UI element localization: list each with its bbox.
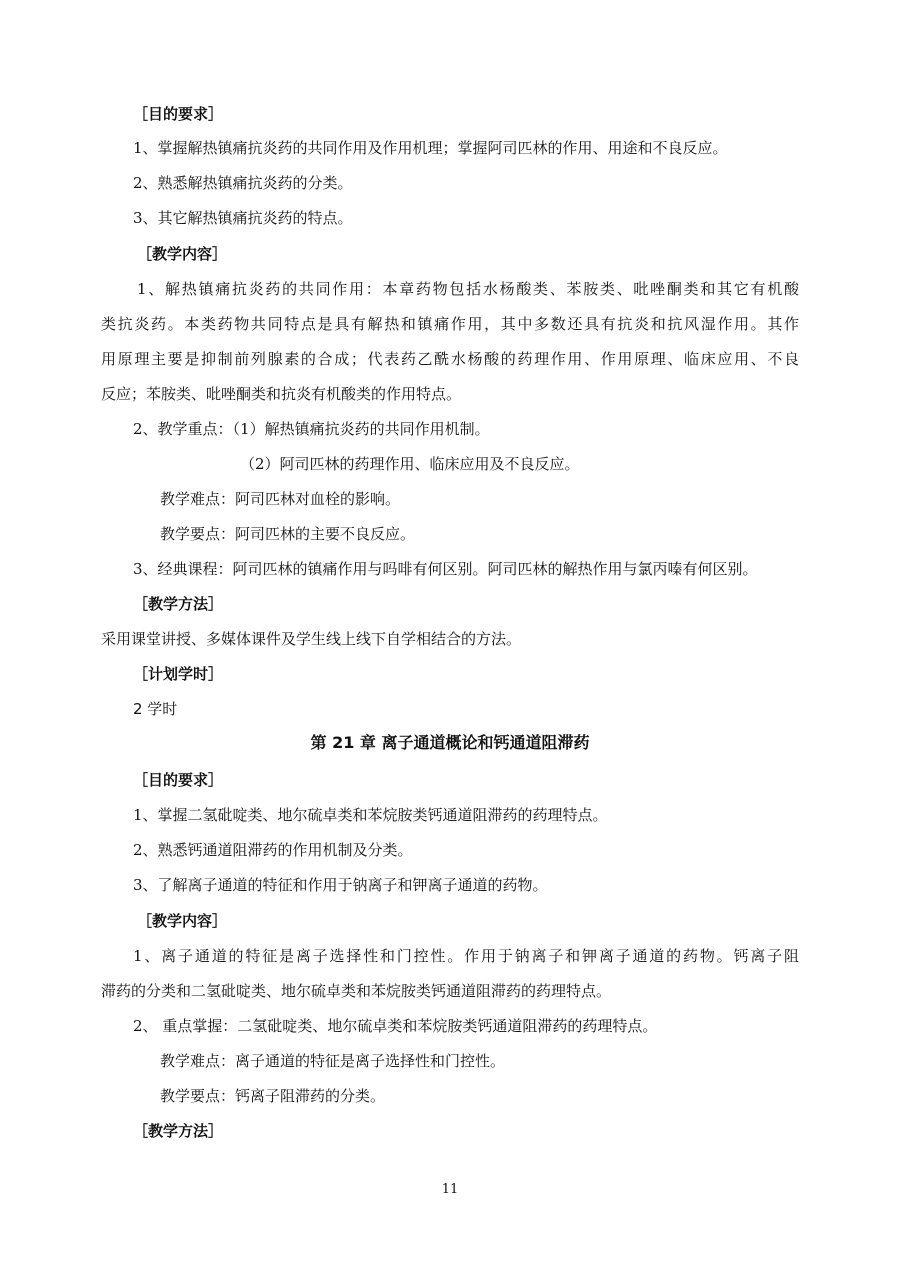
ch21-content-heading: ［教学内容］ — [137, 912, 228, 930]
objective-item-1: 1、掌握解热镇痛抗炎药的共同作用及作用机理；掌握阿司匹林的作用、用途和不良反应。 — [133, 139, 728, 157]
key-point-2: （2）阿司匹林的药理作用、临床应用及不良反应。 — [240, 455, 580, 473]
objective-item-3: 3、其它解热镇痛抗炎药的特点。 — [133, 209, 353, 227]
content-paragraph-line-1: 1、解热镇痛抗炎药的共同作用：本章药物包括水杨酸类、苯胺类、吡唑酮类和其它有机酸 — [137, 280, 799, 298]
method-text: 采用课堂讲授、多媒体课件及学生线上线下自学相结合的方法。 — [101, 630, 522, 648]
ch21-objective-item-2: 2、熟悉钙通道阻滞药的作用机制及分类。 — [133, 841, 413, 859]
content-paragraph-line-2: 类抗炎药。本类药物共同特点是具有解热和镇痛作用，其中多数还具有抗炎和抗风湿作用。其作 — [101, 315, 799, 333]
classic-course: 3、经典课程：阿司匹林的镇痛作用与吗啡有何区别。阿司匹林的解热作用与氯丙嗪有何区别。 — [133, 560, 758, 578]
chapter-title: 第 21 章 离子通道概论和钙通道阻滞药 — [310, 733, 590, 752]
ch21-teaching-difficulty: 教学难点：离子通道的特征是离子选择性和门控性。 — [160, 1052, 506, 1070]
ch21-content-line-2: 滞药的分类和二氢砒啶类、地尔硫卓类和苯烷胺类钙通道阻滞药的药理特点。 — [101, 982, 612, 1000]
content-heading: ［教学内容］ — [137, 245, 228, 263]
ch21-method-heading: ［教学方法］ — [133, 1122, 224, 1140]
ch21-teaching-essentials: 教学要点：钙离子阻滞药的分类。 — [160, 1087, 386, 1105]
ch21-content-line-1: 1、离子通道的特征是离子选择性和门控性。作用于钠离子和钾离子通道的药物。钙离子阻 — [133, 947, 799, 965]
hours-heading: ［计划学时］ — [133, 665, 224, 683]
content-paragraph-line-3: 用原理主要是抑制前列腺素的合成；代表药乙酰水杨酸的药理作用、作用原理、临床应用、不良 — [101, 350, 799, 368]
content-paragraph-line-4: 反应；苯胺类、吡唑酮类和抗炎有机酸类的作用特点。 — [101, 385, 462, 403]
hours-text: 2 学时 — [133, 700, 178, 718]
ch21-objective-item-1: 1、掌握二氢砒啶类、地尔硫卓类和苯烷胺类钙通道阻滞药的药理特点。 — [133, 806, 608, 824]
objectives-heading: ［目的要求］ — [133, 105, 224, 123]
objective-item-2: 2、熟悉解热镇痛抗炎药的分类。 — [133, 174, 353, 192]
ch21-objective-item-3: 3、了解离子通道的特征和作用于钠离子和钾离子通道的药物。 — [133, 876, 548, 894]
method-heading: ［教学方法］ — [133, 595, 224, 613]
ch21-key-point: 2、 重点掌握：二氢砒啶类、地尔硫卓类和苯烷胺类钙通道阻滞药的药理特点。 — [133, 1017, 658, 1035]
key-point-1: 2、教学重点：（1）解热镇痛抗炎药的共同作用机制。 — [133, 420, 490, 438]
page-number: 11 — [441, 1182, 459, 1197]
teaching-essentials: 教学要点：阿司匹林的主要不良反应。 — [160, 525, 416, 543]
teaching-difficulty: 教学难点：阿司匹林对血栓的影响。 — [160, 490, 401, 508]
ch21-objectives-heading: ［目的要求］ — [133, 771, 224, 789]
